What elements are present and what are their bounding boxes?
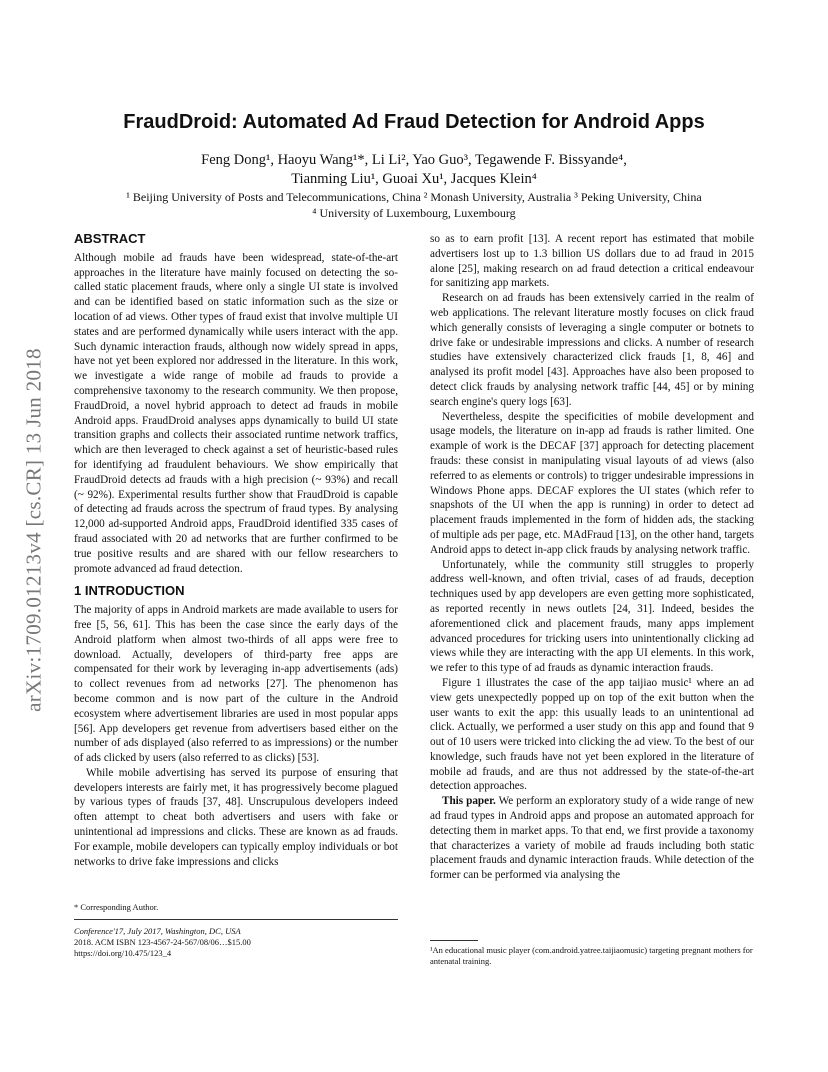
right-paragraph-3: Nevertheless, despite the specificities of mobile development and usage models, the literature on in-app ad frauds is rather limited. One example of work is the DECAF [37] approach for detecting placement frauds: these consist in manipulating visual layouts of ad views (also referred to as elements or controls) to trigger undesirable impressions in Windows Phone apps. DECAF explores the UI states (which refer to snapshots of the UI when the app is running) in order to detect ad placement frauds implemented in the form of hidden ads, the stacking of multiple ads per page, etc. MAdFraud [13], on the other hand, targets Android apps to detect in-app click frauds by analysing network traffic. bbox=[430, 410, 754, 556]
right-paragraph-6 bbox=[430, 794, 754, 883]
affiliation-line-2: ⁴ University of Luxembourg, Luxembourg bbox=[312, 206, 516, 220]
left-column bbox=[74, 232, 398, 869]
author-list bbox=[0, 151, 828, 189]
footnote-rule bbox=[430, 940, 478, 941]
affiliation-line-1: ¹ Beijing University of Posts and Telecommunications, China ² Monash University, Australia ³ Peking University, China bbox=[126, 190, 702, 204]
doi-line: https://doi.org/10.475/123_4 bbox=[74, 948, 172, 958]
right-footnotes bbox=[430, 930, 754, 967]
right-paragraph-1: so as to earn profit [13]. A recent report has estimated that mobile advertisers lost up to 1.3 billion US dollars due to ad fraud in 2015 alone [25], making research on ad fraud detection a critical endeavour for sanitizing app markets. bbox=[430, 233, 754, 290]
abstract-text: Although mobile ad frauds have been widespread, state-of-the-art approaches in the literature have mainly focused on detecting the so-called static placement frauds, where only a single UI state is involved and can be identified based on static information such as the size or location of ad views. Other types of fraud exist that involve multiple UI states and are performed dynamically while users interact with the app. Such dynamic interaction frauds, although now widely spread in apps, have not yet been explored nor addressed in the literature. In this work, we investigate a wide range of mobile ad frauds to provide a comprehensive taxonomy to the research community. We then propose, FraudDroid, a novel hybrid approach to detect ad frauds in mobile Android apps. FraudDroid analyses apps dynamically to build UI state transition graphs and collects their associated runtime network traffics, which are then leveraged to check against a set of heuristic-based rules for identifying ad fraudulent behaviours. We show empirically that FraudDroid detects ad frauds with a high precision (~ 93%) and recall (~ 92%). Experimental results further show that FraudDroid is capable of detecting ad frauds across the spectrum of fraud types. By analysing 12,000 ad-supported Android apps, FraudDroid identified 335 cases of fraud associated with 20 ad networks that are further confirmed to be true positive results and are shared with our fellow researchers to promote advanced ad fraud detection. bbox=[74, 251, 398, 575]
isbn-line: 2018. ACM ISBN 123-4567-24-567/08/06…$15.00 bbox=[74, 937, 251, 947]
intro-paragraph-1: The majority of apps in Android markets are made available to users for free [5, 56, 61]. This has been the case since the early days of the Android platform when almost two-thirds of all apps were free to download. Actually, developers of third-party free apps are compensated for their work by leveraging in-app advertisements (ads) to collect revenues from ad networks [27]. The phenomenon has become common and is now part of the culture in the Android ecosystem where advertisement libraries are used in most popular apps [56]. App developers get revenue from advertisers based either on the number of ads displayed (also referred to as impressions) or the number of ads clicked by users (also referred to as clicks) [53]. bbox=[74, 604, 398, 765]
affiliations bbox=[0, 189, 828, 221]
corresponding-author-note: * Corresponding Author. bbox=[74, 902, 159, 912]
author-line-1: Feng Dong¹, Haoyu Wang¹*, Li Li², Yao Guo³, Tegawende F. Bissyande⁴, bbox=[201, 152, 627, 168]
introduction-heading: 1 INTRODUCTION bbox=[74, 583, 185, 599]
author-line-2: Tianming Liu¹, Guoai Xu¹, Jacques Klein⁴ bbox=[291, 171, 537, 187]
conference-line: Conference'17, July 2017, Washington, DC, USA bbox=[74, 926, 241, 936]
footnote-1: ¹An educational music player (com.android.yatree.taijiaomusic) targeting pregnant mothers for antenatal training. bbox=[430, 945, 753, 966]
conference-info bbox=[74, 919, 398, 959]
this-paper-text: We perform an exploratory study of a wide range of new ad fraud types in Android apps and propose an automated approach for detecting them in market apps. To that end, we first provide a taxonomy that characterizes a variety of mobile ad frauds including both static placement frauds and dynamic interaction frauds. While detection of the former can be performed via analysing the bbox=[430, 795, 754, 882]
paper-title: FraudDroid: Automated Ad Fraud Detection for Android Apps bbox=[123, 111, 705, 133]
right-column bbox=[430, 232, 754, 883]
this-paper-lead: This paper. bbox=[442, 795, 496, 808]
left-footnotes bbox=[74, 902, 398, 959]
arxiv-identifier: arXiv:1709.01213v4 [cs.CR] 13 Jun 2018 bbox=[21, 348, 46, 712]
right-paragraph-5: Figure 1 illustrates the case of the app taijiao music¹ where an ad view gets unexpectedly popped up on top of the exit button when the user wants to exit the app: this usually leads to an unintentional ad click. Actually, we performed a user study on this app and found that 9 out of 10 users were tricked into clicking the ad view. To the best of our knowledge, such frauds have not yet been explored in the literature of mobile ad frauds, and are thus not addressed by the state-of-the-art detection approaches. bbox=[430, 676, 754, 793]
right-paragraph-4: Unfortunately, while the community still struggles to properly address well-known, and often trivial, cases of ad frauds, deception techniques used by app developers are even getting more sophisticated, as reported recently in news outlets [24, 31]. Indeed, besides the aforementioned click and placement frauds, many apps implement advanced procedures for tricking users into unintentionally clicking ad views while they are interacting with the app UI elements. In this work, we refer to this type of ad frauds as dynamic interaction frauds. bbox=[430, 558, 754, 675]
right-paragraph-2: Research on ad frauds has been extensively carried in the realm of web applications. The relevant literature mostly focuses on click fraud which generally consists of leveraging a single computer or botnets to drive fake or undesirable impressions and clicks. A number of research studies have extensively characterized click frauds [1, 8, 46] and analysed its profit model [43]. Approaches have also been proposed to detect click frauds by analysing network traffic [44, 45] or by mining search engine's query logs [63]. bbox=[430, 292, 754, 408]
intro-paragraph-2: While mobile advertising has served its purpose of ensuring that developers interests are fairly met, it has progressively become plagued by various types of frauds [37, 48]. Unscrupulous developers indeed often attempt to cheat both advertisers and users with fake or unintentional ad impressions and clicks. These are known as ad frauds. For example, mobile developers can typically employ individuals or bot networks to drive fake impressions and clicks bbox=[74, 766, 398, 868]
arxiv-sidebar bbox=[14, 250, 54, 810]
abstract-heading: ABSTRACT bbox=[74, 231, 146, 246]
